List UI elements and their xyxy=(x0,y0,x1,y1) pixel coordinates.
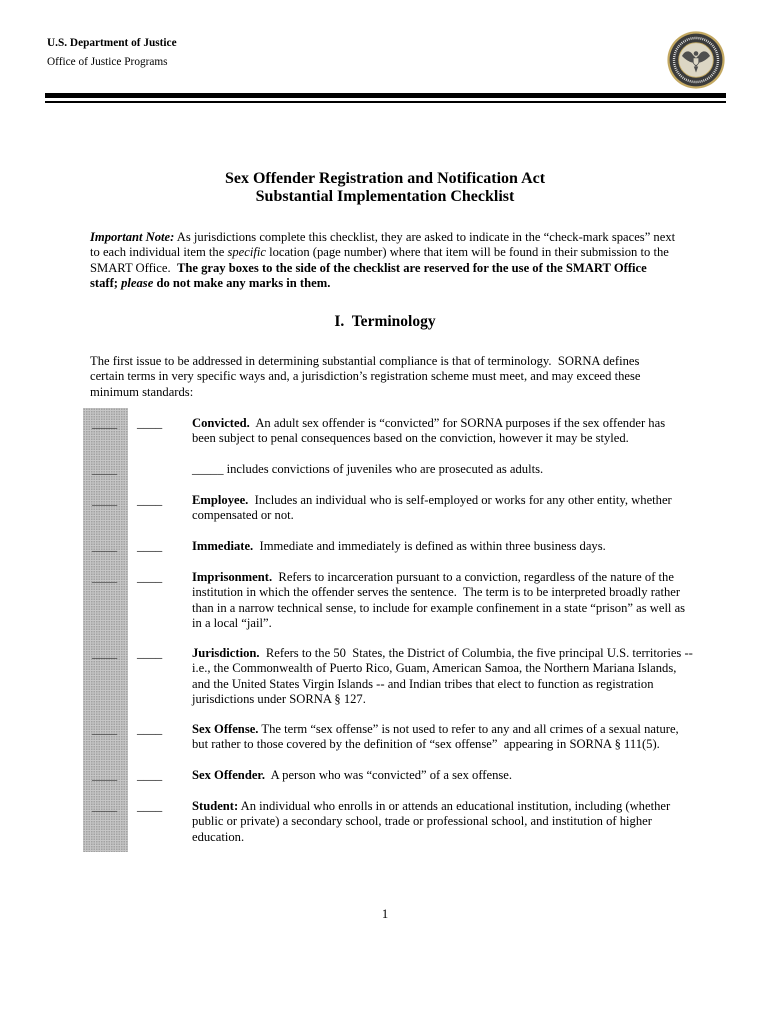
check-mark-blank: ____ xyxy=(137,570,163,584)
note-bold-text: do not make any marks in them. xyxy=(153,276,331,291)
note-text: SMART Office. xyxy=(90,260,177,275)
note-text: to each individual item the xyxy=(90,245,228,260)
staff-blank: ____ xyxy=(92,799,118,813)
definition-text: Refers to incarceration pursuant to a conviction, regardless of the nature of the xyxy=(272,570,674,584)
defined-term: Student: xyxy=(192,799,239,813)
check-mark-blank: ____ xyxy=(137,768,163,782)
staff-blank: ____ xyxy=(92,646,118,660)
note-emphasis: specific xyxy=(227,245,266,260)
intro-line: minimum standards: xyxy=(90,384,194,399)
important-note xyxy=(90,230,675,291)
definition-line: education. xyxy=(192,829,245,844)
check-mark-blank: ____ xyxy=(137,493,163,507)
defined-term: Jurisdiction. xyxy=(192,646,260,660)
check-mark-blank: ____ xyxy=(137,646,163,660)
staff-blank: ____ xyxy=(92,722,118,736)
note-text: location (page number) where that item will be found in their submission to the xyxy=(265,245,669,260)
definition-line xyxy=(192,416,665,431)
checklist-item-jurisdiction xyxy=(0,646,770,707)
definition-line xyxy=(192,768,512,783)
definition-line: institution in which the offender serves the sentence. The term is to be interpreted broadly rather xyxy=(192,585,681,600)
staff-blank: ____ xyxy=(92,416,118,430)
section-intro xyxy=(90,354,640,400)
intro-line: certain terms in very specific ways and, a jurisdiction’s registration scheme must meet, and may exceed these xyxy=(90,369,641,384)
check-mark-blank: ____ xyxy=(137,539,163,553)
check-mark-blank: ____ xyxy=(137,799,163,813)
definition-text: An adult sex offender is “convicted” for SORNA purposes if the sex offender has xyxy=(249,416,666,430)
checklist-item-sex-offense xyxy=(0,722,770,752)
department-name: U.S. Department of Justice xyxy=(47,37,177,49)
page-number: 1 xyxy=(381,907,389,921)
definition-line: public or private) a secondary school, trade or professional school, and institution of higher xyxy=(192,814,652,829)
defined-term: Convicted. xyxy=(192,416,250,430)
staff-blank: ____ xyxy=(92,768,118,782)
seal-icon xyxy=(667,31,725,89)
definition-line: jurisdictions under SORNA § 127. xyxy=(192,692,366,707)
defined-term: Immediate. xyxy=(192,539,254,553)
definition xyxy=(192,539,606,554)
definition-line xyxy=(192,493,672,508)
staff-blank: ____ xyxy=(92,462,118,476)
definition-line: and the United States Virgin Islands -- and Indian tribes that elect to function as registration xyxy=(192,676,654,691)
checklist-item-immediate xyxy=(0,539,770,555)
staff-blank: ____ xyxy=(92,493,118,507)
checklist-item-convicted xyxy=(0,416,770,446)
definition-line xyxy=(192,646,693,661)
defined-term: Imprisonment. xyxy=(192,570,273,584)
definition-line: i.e., the Commonwealth of Puerto Rico, Guam, American Samoa, the Northern Mariana Islands, xyxy=(192,661,677,676)
definition-text: A person who was “convicted” of a sex offense. xyxy=(265,768,513,782)
definition xyxy=(192,462,543,477)
checklist-item-juvenile-convictions xyxy=(0,462,770,478)
note-text: As jurisdictions complete this checklist, they are asked to indicate in the “check-mark spaces” next xyxy=(174,230,676,244)
definition-text: Includes an individual who is self-employed or works for any other entity, whether xyxy=(248,493,672,507)
note-label: Important Note: xyxy=(90,230,175,244)
defined-term: Employee. xyxy=(192,493,249,507)
subtitle-line: Substantial Implementation Checklist xyxy=(255,188,515,205)
title-line: Sex Offender Registration and Notification Act xyxy=(224,170,546,187)
definition xyxy=(192,493,672,524)
check-mark-blank: ____ xyxy=(137,416,163,430)
header-rule-thick xyxy=(45,93,726,98)
section-heading: I. Terminology xyxy=(334,313,436,330)
definition-line xyxy=(192,539,606,554)
note-bold-text: The gray boxes to the side of the checklist are reserved for the use of the SMART Office xyxy=(176,260,647,275)
definition-line xyxy=(192,722,679,737)
note-bold-emphasis: please xyxy=(121,276,154,291)
definition xyxy=(192,646,693,707)
note-line xyxy=(90,230,675,245)
definition-line: _____ includes convictions of juveniles who are prosecuted as adults. xyxy=(192,462,544,476)
definition xyxy=(192,768,512,783)
definition-text: The term “sex offense” is not used to refer to any and all crimes of a sexual nature, xyxy=(258,722,679,736)
definition-line xyxy=(192,799,670,814)
check-mark-blank: ____ xyxy=(137,722,163,736)
checklist-item-sex-offender xyxy=(0,768,770,784)
note-line xyxy=(90,245,675,260)
note-line xyxy=(90,276,675,291)
definition-text: An individual who enrolls in or attends an educational institution, including (whether xyxy=(238,799,671,813)
office-name: Office of Justice Programs xyxy=(47,56,168,68)
defined-term: Sex Offense. xyxy=(192,722,259,736)
doj-seal-logo xyxy=(667,31,725,89)
staff-blank: ____ xyxy=(92,570,118,584)
checklist-item-imprisonment xyxy=(0,570,770,631)
definition-line: in a local “jail”. xyxy=(192,616,272,631)
staff-blank: ____ xyxy=(92,539,118,553)
definition-line: but rather to those covered by the definition of “sex offense” appearing in SORNA § 111(5). xyxy=(192,737,660,752)
defined-term: Sex Offender. xyxy=(192,768,265,782)
note-line xyxy=(90,261,675,276)
definition-line: been subject to penal consequences based on the conviction, however it may be styled. xyxy=(192,431,629,446)
definition-line: than in a narrow technical sense, to include for example confinement in a state “prison” as well as xyxy=(192,600,686,615)
definition-line: compensated or not. xyxy=(192,508,294,523)
checklist-item-student xyxy=(0,799,770,844)
definition xyxy=(192,416,665,447)
definition-text: Immediate and immediately is defined as within three business days. xyxy=(253,539,606,553)
intro-line: The first issue to be addressed in determining substantial compliance is that of terminology. SORNA defines xyxy=(90,354,640,368)
document-title xyxy=(0,170,770,206)
definition-text: Refers to the 50 States, the District of Columbia, the five principal U.S. territories -- xyxy=(259,646,693,660)
definition xyxy=(192,799,670,845)
definition xyxy=(192,570,685,631)
note-bold-text: staff; xyxy=(90,276,122,291)
definition xyxy=(192,722,679,753)
header-rule-thin xyxy=(45,101,726,103)
checklist-item-employee xyxy=(0,493,770,523)
definition-line xyxy=(192,570,685,585)
